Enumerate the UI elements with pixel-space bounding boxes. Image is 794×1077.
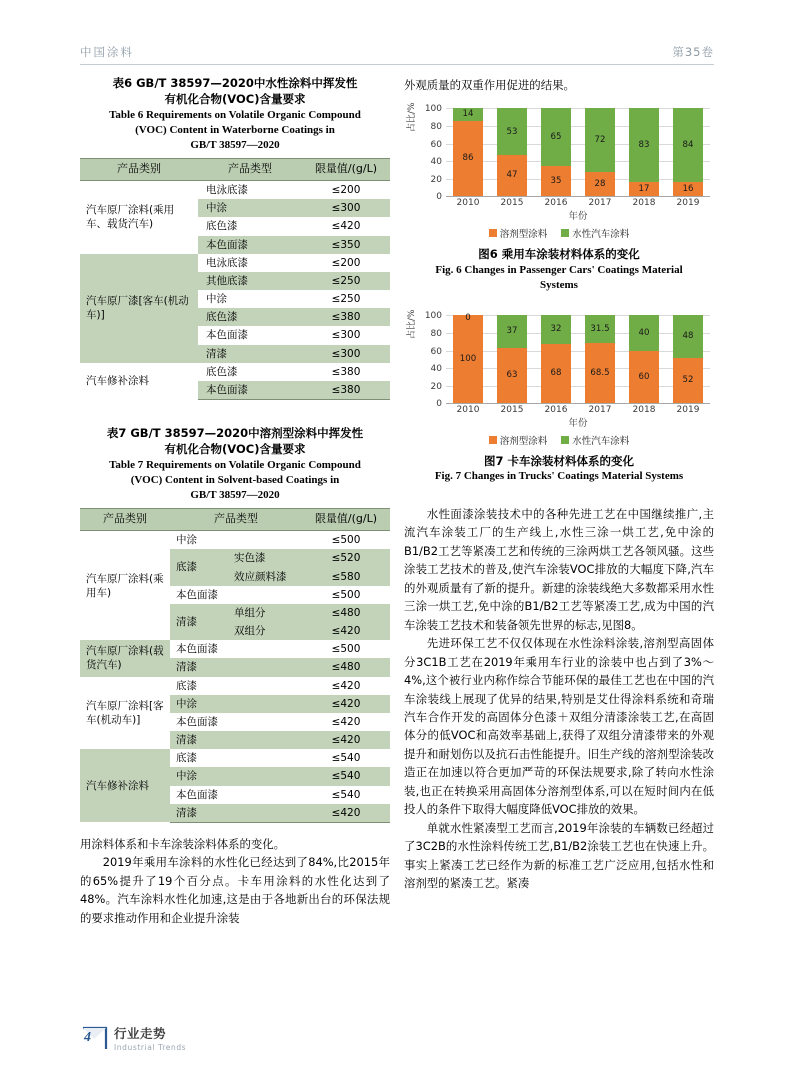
bar-segment-waterborne: 14 (453, 108, 483, 120)
figure7 (404, 311, 714, 484)
table6-limit: ≤250 (331, 293, 361, 306)
legend-label: 溶剂型涂料 (499, 436, 548, 448)
table6-col-category: 产品类别 (80, 159, 198, 181)
x-tick: 2019 (676, 198, 700, 209)
figure6-chart (404, 104, 714, 224)
paragraph: 用涂料体系和卡车涂装涂料体系的变化。 (80, 836, 286, 851)
x-tick: 2015 (500, 405, 524, 416)
table7-subtype: 双组分 (228, 622, 302, 640)
legend-item-waterborne (561, 433, 629, 447)
table7-type: 本色面漆 (176, 715, 218, 728)
table6-caption-cn-2: 有机化合物(VOC)含量要求 (164, 91, 306, 106)
volume-label: 第35卷 (672, 45, 714, 59)
legend-swatch-orange-icon (489, 436, 497, 444)
legend-label: 水性汽车涂料 (572, 436, 630, 448)
bar-2019 (673, 108, 703, 196)
table7-limit: ≤520 (302, 549, 390, 567)
x-tick: 2010 (456, 405, 480, 416)
table6-caption-cn-1: 表6 GB/T 38597—2020中水性涂料中挥发性 (112, 76, 358, 90)
figure7-bars (446, 315, 710, 403)
legend-label: 溶剂型涂料 (499, 229, 548, 241)
table6-col-type: 产品类型 (198, 159, 302, 181)
bar-2019 (673, 315, 703, 403)
table6-category: 汽车原厂涂料(乘用车、载货汽车) (80, 181, 198, 254)
bar-segment-waterborne: 40 (629, 315, 659, 350)
figure6 (404, 104, 714, 293)
table7-limit: ≤540 (331, 788, 361, 801)
x-tick: 2016 (544, 198, 568, 209)
figure7-plot-area (424, 311, 710, 410)
table7-type: 中涂 (170, 767, 302, 785)
legend-item-solvent (489, 226, 548, 240)
table7-type: 清漆 (170, 658, 302, 676)
table6-type: 清漆 (198, 345, 302, 363)
table7-limit: ≤420 (331, 679, 361, 692)
table7-type: 中涂 (176, 534, 197, 547)
table7-category: 汽车原厂涂料(载货汽车) (80, 640, 170, 676)
table7-type: 中涂 (170, 695, 302, 713)
bar-segment-solvent: 68.5 (585, 343, 615, 403)
bar-segment-solvent: 63 (497, 348, 527, 403)
figure7-caption-en-1: Fig. 7 Changes in Trucks' Coatings Material Systems (434, 470, 684, 483)
table6-type: 底色漆 (206, 365, 238, 378)
table7-limit: ≤420 (302, 695, 390, 713)
figure6-caption-en-1: Fig. 6 Changes in Passenger Cars' Coatings Material (435, 263, 683, 276)
journal-name: 中国涂料 (80, 45, 134, 59)
figure7-y-axis-title: 占比/% (407, 309, 417, 340)
bar-segment-solvent: 47 (497, 155, 527, 196)
table6-limit: ≤380 (331, 365, 361, 378)
table6-type: 电泳底漆 (206, 184, 248, 197)
table6-limit: ≤420 (331, 220, 361, 233)
table6-type: 本色面漆 (206, 329, 248, 342)
bar-2016 (541, 108, 571, 196)
footer-section (114, 1024, 186, 1052)
table-row (80, 181, 390, 200)
table7-caption-en-2: (VOC) Content in Solvent-based Coatings in (130, 474, 340, 487)
y-tick: 60 (430, 346, 442, 357)
bar-segment-waterborne: 65 (541, 108, 571, 165)
bar-2015 (497, 108, 527, 196)
table7-limit: ≤500 (331, 643, 361, 656)
figure6-legend (404, 226, 714, 240)
x-tick: 2017 (588, 198, 612, 209)
bar-segment-solvent: 17 (629, 182, 659, 197)
bar-2010 (453, 315, 483, 403)
right-column (404, 76, 714, 893)
table6-type: 底色漆 (198, 308, 302, 326)
table7-col-type: 产品类型 (170, 509, 302, 531)
table7-type: 清漆 (170, 604, 228, 640)
bar-segment-solvent: 16 (673, 182, 703, 196)
table7-limit: ≤420 (302, 731, 390, 749)
bar-segment-waterborne: 37 (497, 315, 527, 348)
table6-col-limit: 限量值/(g/L) (302, 159, 390, 181)
bar-segment-waterborne: 83 (629, 108, 659, 181)
table7-col-category: 产品类别 (80, 509, 170, 531)
bar-segment-solvent: 60 (629, 351, 659, 404)
table6-type: 底色漆 (206, 220, 238, 233)
y-tick: 60 (430, 139, 442, 150)
y-tick: 80 (430, 122, 442, 133)
bar-segment-solvent: 52 (673, 358, 703, 404)
table6-type: 中涂 (198, 199, 302, 217)
bar-2018 (629, 108, 659, 196)
table7-limit: ≤480 (302, 604, 390, 622)
paragraph: 外观质量的双重作用促进的结果。 (404, 78, 575, 92)
figure7-legend (404, 433, 714, 447)
y-tick: 0 (436, 192, 442, 203)
bar-segment-waterborne: 72 (585, 108, 615, 171)
table6-category: 汽车修补涂料 (80, 363, 198, 400)
y-tick: 40 (430, 364, 442, 375)
table7-type: 本色面漆 (176, 788, 218, 801)
table7-limit: ≤540 (302, 767, 390, 785)
bar-segment-solvent: 100 (453, 315, 483, 403)
table7-limit: ≤420 (302, 622, 390, 640)
x-tick: 2016 (544, 405, 568, 416)
bar-segment-waterborne: 31.5 (585, 315, 615, 343)
x-tick: 2018 (632, 405, 656, 416)
y-tick: 20 (430, 174, 442, 185)
figure7-x-labels (446, 405, 710, 415)
table7 (80, 508, 390, 823)
table6-limit: ≤380 (302, 381, 390, 400)
table6-limit: ≤300 (302, 199, 390, 217)
footer-section-en: Industrial Trends (114, 1043, 187, 1052)
table7-category: 汽车修补涂料 (80, 749, 170, 822)
legend-item-waterborne (561, 226, 629, 240)
table-row (80, 363, 390, 381)
table6-caption-en-1: Table 6 Requirements on Volatile Organic Compound (109, 108, 361, 121)
x-tick: 2018 (632, 198, 656, 209)
bar-segment-solvent: 68 (541, 344, 571, 404)
table7-category: 汽车原厂涂料(乘用车) (80, 531, 170, 641)
table6-limit: ≤300 (302, 345, 390, 363)
table6-type: 电泳底漆 (206, 256, 248, 269)
table7-subtype: 效应颜料漆 (228, 568, 302, 586)
bar-segment-solvent: 35 (541, 166, 571, 197)
bar-segment-waterborne: 84 (673, 108, 703, 182)
table7-limit: ≤580 (302, 568, 390, 586)
bar-2015 (497, 315, 527, 403)
y-tick: 100 (424, 311, 442, 322)
y-tick: 20 (430, 381, 442, 392)
table7-type: 底漆 (176, 679, 197, 692)
bar-segment-solvent: 86 (453, 121, 483, 197)
table6-category: 汽车原厂漆[客车(机动车)] (80, 254, 198, 363)
y-tick: 0 (436, 399, 442, 410)
bar-label-waterborne: 0 (465, 313, 471, 324)
x-tick: 2010 (456, 198, 480, 209)
x-tick: 2019 (676, 405, 700, 416)
table6-caption-en-2: (VOC) Content in Waterborne Coatings in (135, 123, 335, 136)
table-row (80, 531, 390, 550)
right-body-text (404, 505, 714, 893)
left-body-text (80, 835, 390, 927)
bar-2010 (453, 108, 483, 196)
legend-label: 水性汽车涂料 (572, 229, 630, 241)
header-rule (80, 64, 714, 65)
table6-limit: ≤200 (331, 256, 361, 269)
table7-type: 清漆 (170, 731, 302, 749)
figure6-y-axis-title: 占比/% (407, 102, 417, 133)
table6-limit: ≤350 (302, 236, 390, 254)
bar-2016 (541, 315, 571, 403)
table7-type: 底漆 (170, 549, 228, 585)
figure6-caption-cn: 图6 乘用车涂装材料体系的变化 (478, 247, 640, 262)
table6-limit: ≤380 (302, 308, 390, 326)
paragraph: 先进环保工艺不仅仅体现在水性涂料涂装,溶剂型高固体分3C1B工艺在2019年乘用车行业的涂装中也占到了3%～4%,这个被行业内称作综合节能环保的最佳工艺也在中国的汽车涂装线上展现了优异的结果,特别是艾仕得涂料系统和奇瑞汽车合作开发的高固体分色漆＋双组分清漆涂装工艺,在高固体分的低VOC和高效率基础上,获得了双组分清漆带来的外观提升和耐划伤以及抗石击性能提升。旧生产线的溶剂型涂装改造正在加速以符合更加严苛的环保法规要求,除了转向水性涂装,也正在转换采用高固体分溶剂型体系,可以在短时间内在低投人的条件下取得大幅度降低VOC排放的效果。 (404, 636, 714, 817)
table7-caption-en-1: Table 7 Requirements on Volatile Organic Compound (109, 458, 361, 471)
table-row (80, 749, 390, 767)
x-tick: 2017 (588, 405, 612, 416)
legend-item-solvent (489, 433, 548, 447)
table-row (80, 677, 390, 695)
figure6-caption (404, 246, 714, 293)
figure6-bars (446, 108, 710, 196)
table6-limit: ≤200 (331, 184, 361, 197)
table7-limit: ≤420 (302, 804, 390, 823)
figure6-plot-area (424, 104, 710, 203)
table6-type: 本色面漆 (198, 381, 302, 400)
figure7-caption-cn: 图7 卡车涂装材料体系的变化 (483, 454, 634, 469)
legend-swatch-green-icon (561, 436, 569, 444)
table-row (80, 640, 390, 658)
table7-type: 底漆 (176, 752, 197, 765)
table7-caption-en-3: GB/T 38597—2020 (190, 489, 280, 502)
figure6-x-axis-title: 年份 (568, 211, 588, 223)
table-row (80, 254, 390, 272)
bar-segment-waterborne: 32 (541, 315, 571, 343)
table7-limit: ≤480 (302, 658, 390, 676)
table7-col-limit: 限量值/(g/L) (302, 509, 390, 531)
footer-section-cn: 行业走势 (114, 1026, 167, 1041)
running-head (80, 44, 714, 70)
table6-caption (80, 76, 390, 153)
bar-2017 (585, 315, 615, 403)
y-tick: 40 (430, 157, 442, 168)
table7-subtype: 实色漆 (228, 549, 302, 567)
figure7-x-axis-title: 年份 (568, 418, 588, 430)
table7-caption-cn-2: 有机化合物(VOC)含量要求 (164, 442, 306, 456)
table7-subtype: 单组分 (228, 604, 302, 622)
table7-limit: ≤420 (331, 715, 361, 728)
table7-category: 汽车原厂涂料[客车(机动车)] (80, 677, 170, 750)
y-tick: 100 (424, 104, 442, 115)
figure7-chart (404, 311, 714, 431)
right-top-text (404, 76, 714, 94)
table6-header-row (80, 159, 390, 181)
table7-limit: ≤500 (331, 588, 361, 601)
figure7-caption (404, 453, 714, 484)
table6-caption-en-3: GB/T 38597—2020 (190, 139, 280, 152)
x-tick: 2015 (500, 198, 524, 209)
paragraph: 水性面漆涂装技术中的各种先进工艺在中国继续推广,主流汽车涂装工厂的生产线上,水性三涂一烘工艺,免中涂的B1/B2工艺等紧凑工艺和传统的三涂两烘工艺各领风骚。这些涂装工艺技术的普及,使汽车涂装VOC排放的大幅度下降,汽车的外观质量有了新的提升。新建的涂装线绝大多数都采用水性三涂一烘工艺,免中涂的B1/B2工艺等紧凑工艺,成为中国的汽车涂装工艺技术和装备领先世界的标志,见图8。 (404, 506, 714, 632)
table7-type: 本色面漆 (176, 588, 218, 601)
paragraph: 2019年乘用车涂料的水性化已经达到了84%,比2015年的65%提升了19个百分点。卡车用涂料的水性化达到了48%。汽车涂料水性化加速,这是由于各地新出台的环保法规的要求推动作用和企业提升涂装 (80, 855, 390, 925)
bar-segment-solvent: 28 (585, 172, 615, 197)
table7-caption-cn-1: 表7 GB/T 38597—2020中溶剂型涂料中挥发性 (106, 426, 364, 441)
table7-header-row (80, 509, 390, 531)
table6-type: 中涂 (206, 293, 227, 306)
table7-type: 本色面漆 (176, 643, 218, 656)
table7-caption (80, 426, 390, 503)
figure6-caption-en-2: Systems (540, 278, 578, 291)
table7-type: 清漆 (170, 804, 302, 823)
page-number: 4 (84, 1030, 91, 1045)
table6-type: 其他底漆 (198, 272, 302, 290)
figure6-x-labels (446, 198, 710, 208)
y-tick: 80 (430, 328, 442, 339)
bar-segment-waterborne: 48 (673, 315, 703, 357)
bar-2017 (585, 108, 615, 196)
table6 (80, 158, 390, 400)
paragraph: 单就水性紧凑型工艺而言,2019年涂装的车辆数已经超过了3C2B的水性涂料传统工艺,B1/B2涂装工艺也在快速上升。事实上紧凑工艺已经作为新的标准工艺广泛应用,包括水性和溶剂型的紧凑工艺。紧凑 (404, 820, 714, 891)
table6-type: 本色面漆 (198, 236, 302, 254)
table7-limit: ≤540 (331, 752, 361, 765)
left-column (80, 76, 390, 927)
bar-2018 (629, 315, 659, 403)
bar-segment-waterborne: 53 (497, 108, 527, 155)
table7-limit: ≤500 (331, 534, 361, 547)
page-footer (80, 1023, 714, 1059)
table6-limit: ≤300 (331, 329, 361, 342)
legend-swatch-green-icon (561, 229, 569, 237)
legend-swatch-orange-icon (489, 229, 497, 237)
table6-limit: ≤250 (302, 272, 390, 290)
